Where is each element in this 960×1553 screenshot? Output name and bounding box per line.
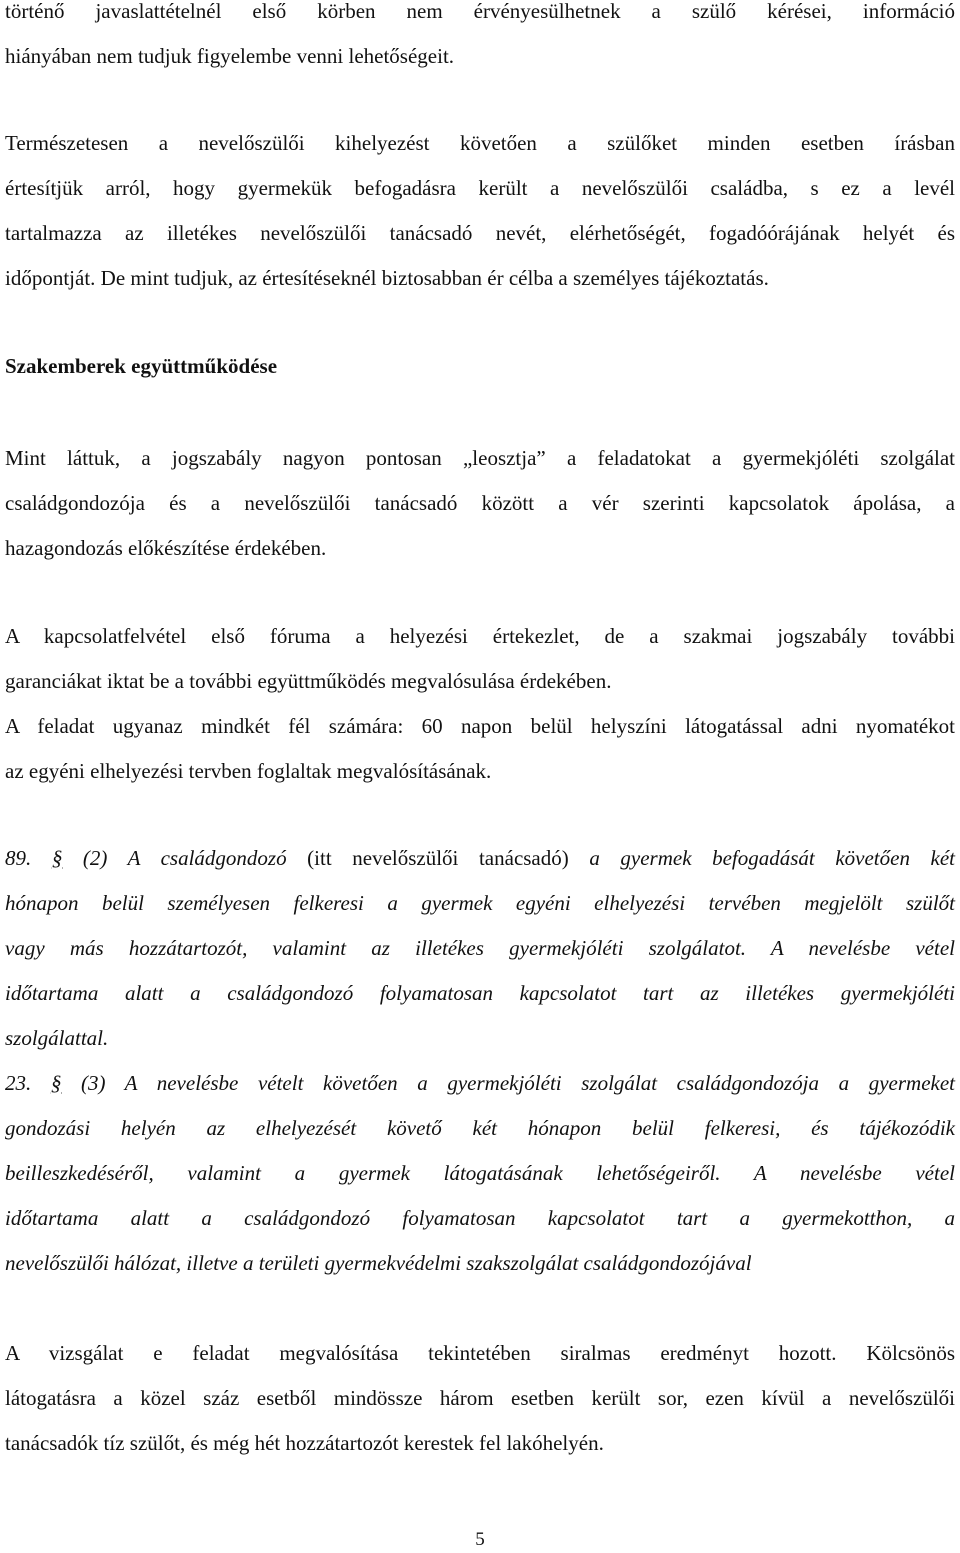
text-line: időpontját. De mint tudjuk, az értesítéseknél biztosabban ér célba a személyes tájékoztatás. (5, 266, 769, 290)
quote-insertion: (itt nevelőszülői tanácsadó) (286, 846, 590, 870)
text-line: látogatásra a közel száz esetből mindössze három esetben került sor, ezen kívül a nevelőszülői (5, 1386, 955, 1410)
text-line: családgondozója és a nevelőszülői tanácsadó között a vér szerinti kapcsolatok ápolása, a (5, 491, 955, 515)
text-line: értesítjük arról, hogy gyermekük befogadásra került a nevelőszülői családba, s ez a levél (5, 176, 955, 200)
quote-first-line (5, 1061, 955, 1106)
text-line: szolgálattal. (5, 1026, 109, 1050)
text-line: A kapcsolatfelvétel első fóruma a helyezési értekezlet, de a szakmai jogszabály további (5, 624, 955, 648)
text-line: történő javaslattételnél első körben nem érvényesülhetnek a szülő kérései, információ (5, 0, 955, 23)
quote-text: (3) A nevelésbe vételt követően a gyermekjóléti szolgálat családgondozója a gyermeket (80, 1071, 955, 1095)
section-mark: § (51, 846, 63, 870)
paragraph-forum (5, 614, 955, 704)
law-quote-23 (5, 1061, 955, 1286)
text-line: hiányában nem tudjuk figyelembe venni lehetőségeit. (5, 44, 455, 68)
text-line: A vizsgálat e feladat megvalósítása tekintetében siralmas eredményt hozott. Kölcsönös (5, 1341, 955, 1365)
section-number: 89. (5, 846, 32, 870)
text-line: időtartama alatt a családgondozó folyamatosan kapcsolatot tart a gyermekotthon, a (5, 1206, 955, 1230)
text-line: hazagondozás előkészítése érdekében. (5, 536, 327, 560)
page-number: 5 (475, 1529, 485, 1550)
quote-text: a gyermek befogadását követően két (589, 846, 955, 870)
section-number: 23. (5, 1071, 32, 1095)
quote-text: (2) A családgondozó (82, 846, 287, 870)
section-mark: § (50, 1071, 62, 1095)
text-line: beilleszkedéséről, valamint a gyermek látogatásának lehetőségeiről. A nevelésbe vétel (5, 1161, 955, 1185)
law-quote-89 (5, 836, 955, 1061)
quote-first-line (5, 836, 955, 881)
paragraph-findings (5, 1331, 955, 1466)
text-line: garanciákat iktat be a további együttműködés megvalósulása érdekében. (5, 669, 612, 693)
section-heading: Szakemberek együttműködése (5, 354, 278, 378)
text-line: Mint láttuk, a jogszabály nagyon pontosan „leosztja” a feladatokat a gyermekjóléti szolgálat (5, 446, 955, 470)
text-line: az egyéni elhelyezési tervben foglaltak megvalósításának. (5, 759, 492, 783)
text-line: tanácsadók tíz szülőt, és még hét hozzátartozót kerestek fel lakóhelyén. (5, 1431, 604, 1455)
text-line: vagy más hozzátartozót, valamint az illetékes gyermekjóléti szolgálatot. A nevelésbe vétel (5, 936, 955, 960)
paragraph-task (5, 704, 955, 794)
text-line: nevelőszülői hálózat, illetve a területi gyermekvédelmi szakszolgálat családgondozójával (5, 1251, 752, 1275)
paragraph-cooperation (5, 436, 955, 571)
paragraph-intro (5, 0, 955, 79)
text-line: Természetesen a nevelőszülői kihelyezést követően a szülőket minden esetben írásban (5, 131, 955, 155)
text-line: időtartama alatt a családgondozó folyamatosan kapcsolatot tart az illetékes gyermekjóléti (5, 981, 955, 1005)
text-line: tartalmazza az illetékes nevelőszülői tanácsadó nevét, elérhetőségét, fogadóórájának helyét és (5, 221, 955, 245)
paragraph-notice (5, 121, 955, 301)
text-line: gondozási helyén az elhelyezését követő két hónapon belül felkeresi, és tájékozódik (5, 1116, 955, 1140)
text-line: hónapon belül személyesen felkeresi a gyermek egyéni elhelyezési tervében megjelölt szülőt (5, 891, 955, 915)
text-line: A feladat ugyanaz mindkét fél számára: 60 napon belül helyszíni látogatással adni nyomatékot (5, 714, 955, 738)
